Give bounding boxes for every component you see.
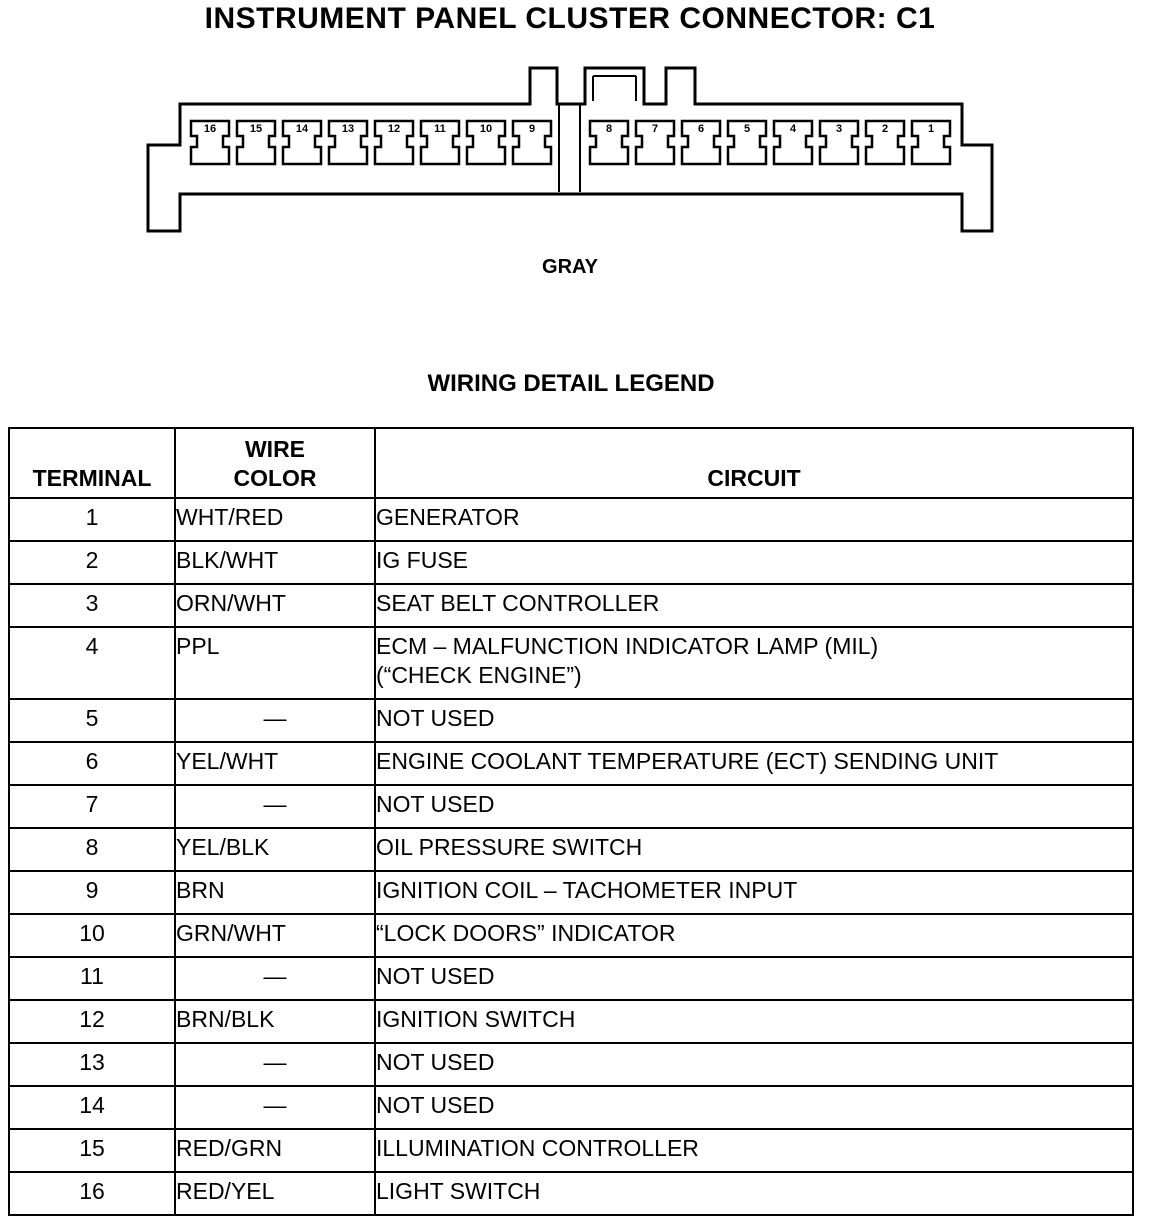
connector-diagram [0,60,1152,250]
table-header-row [9,428,1133,498]
pin-cavity [237,121,275,164]
pin-cavity [467,121,505,164]
table-row [9,1043,1133,1086]
wire-color-cell: — [175,699,375,742]
terminal-cell: 8 [9,828,175,871]
table-row [9,828,1133,871]
circuit-cell: OIL PRESSURE SWITCH [375,828,1133,871]
pin-cavity [820,121,858,164]
pin-cavity [728,121,766,164]
pin-number: 10 [479,123,493,135]
terminal-cell: 5 [9,699,175,742]
terminal-cell: 3 [9,584,175,627]
wire-color-cell: ORN/WHT [175,584,375,627]
pin-cavity [590,121,628,164]
pin-number: 14 [295,123,309,135]
pin-number: 1 [927,123,935,135]
terminal-cell: 12 [9,1000,175,1043]
header-circuit: CIRCUIT [375,428,1133,498]
wire-color-cell: YEL/WHT [175,742,375,785]
pin-number: 6 [697,123,705,135]
pin-number: 7 [651,123,659,135]
terminal-cell: 9 [9,871,175,914]
pin-cavity [774,121,812,164]
circuit-cell: IGNITION COIL – TACHOMETER INPUT [375,871,1133,914]
terminal-cell: 6 [9,742,175,785]
terminal-cell: 16 [9,1172,175,1215]
pins-left-group [191,121,551,164]
terminal-cell: 4 [9,627,175,699]
page-title: INSTRUMENT PANEL CLUSTER CONNECTOR: C1 [204,2,936,35]
pin-number: 2 [881,123,889,135]
circuit-cell: SEAT BELT CONTROLLER [375,584,1133,627]
pin-number: 11 [434,123,446,135]
wire-color-cell: — [175,785,375,828]
table-row [9,584,1133,627]
pin-number: 15 [249,123,263,135]
wire-color-cell: — [175,1086,375,1129]
wire-color-cell: — [175,957,375,1000]
terminal-cell: 11 [9,957,175,1000]
circuit-cell: NOT USED [375,1043,1133,1086]
table-row [9,1000,1133,1043]
table-row [9,699,1133,742]
pin-cavity [375,121,413,164]
circuit-cell: NOT USED [375,699,1133,742]
header-wire-color: WIRE COLOR [175,428,375,498]
pin-number: 5 [743,123,751,135]
pin-cavity [682,121,720,164]
pin-cavity [636,121,674,164]
pin-number: 4 [789,123,797,135]
header-terminal: TERMINAL [9,428,175,498]
pin-number: 9 [528,123,536,135]
circuit-cell: ILLUMINATION CONTROLLER [375,1129,1133,1172]
terminal-cell: 7 [9,785,175,828]
table-row [9,785,1133,828]
table-row [9,1172,1133,1215]
circuit-cell: ENGINE COOLANT TEMPERATURE (ECT) SENDING UNIT [375,742,1133,785]
table-row [9,498,1133,541]
pin-number: 12 [387,123,401,135]
circuit-cell: ECM – MALFUNCTION INDICATOR LAMP (MIL) (“CHECK ENGINE”) [375,627,1133,699]
wire-color-cell: — [175,1043,375,1086]
pins-right-group [590,121,950,164]
table-row [9,914,1133,957]
connector-color-label: GRAY [542,256,598,278]
circuit-cell: GENERATOR [375,498,1133,541]
latch [593,76,636,101]
wiring-table [8,427,1134,1216]
pin-number: 16 [203,123,217,135]
pin-cavity [283,121,321,164]
circuit-cell: NOT USED [375,957,1133,1000]
circuit-cell: NOT USED [375,785,1133,828]
pin-cavity [421,121,459,164]
terminal-cell: 1 [9,498,175,541]
terminal-cell: 13 [9,1043,175,1086]
terminal-cell: 15 [9,1129,175,1172]
wire-color-cell: BRN [175,871,375,914]
wire-color-cell: RED/YEL [175,1172,375,1215]
table-row [9,1086,1133,1129]
terminal-cell: 10 [9,914,175,957]
pin-cavity [866,121,904,164]
wire-color-cell: BLK/WHT [175,541,375,584]
circuit-cell: IG FUSE [375,541,1133,584]
terminal-cell: 14 [9,1086,175,1129]
pin-number: 13 [341,123,355,135]
circuit-cell: NOT USED [375,1086,1133,1129]
pin-number: 8 [605,123,613,135]
wire-color-cell: WHT/RED [175,498,375,541]
wire-color-cell: PPL [175,627,375,699]
terminal-cell: 2 [9,541,175,584]
pin-cavity [513,121,551,164]
wire-color-cell: GRN/WHT [175,914,375,957]
circuit-cell: IGNITION SWITCH [375,1000,1133,1043]
pin-cavity [329,121,367,164]
circuit-cell: “LOCK DOORS” INDICATOR [375,914,1133,957]
wire-color-cell: RED/GRN [175,1129,375,1172]
circuit-cell: LIGHT SWITCH [375,1172,1133,1215]
table-row [9,627,1133,699]
legend-title: WIRING DETAIL LEGEND [427,370,715,397]
pin-cavity [912,121,950,164]
wire-color-cell: BRN/BLK [175,1000,375,1043]
table-row [9,957,1133,1000]
pin-cavity [191,121,229,164]
table-row [9,541,1133,584]
table-row [9,742,1133,785]
table-row [9,1129,1133,1172]
table-row [9,871,1133,914]
pin-number: 3 [835,123,843,135]
wire-color-cell: YEL/BLK [175,828,375,871]
